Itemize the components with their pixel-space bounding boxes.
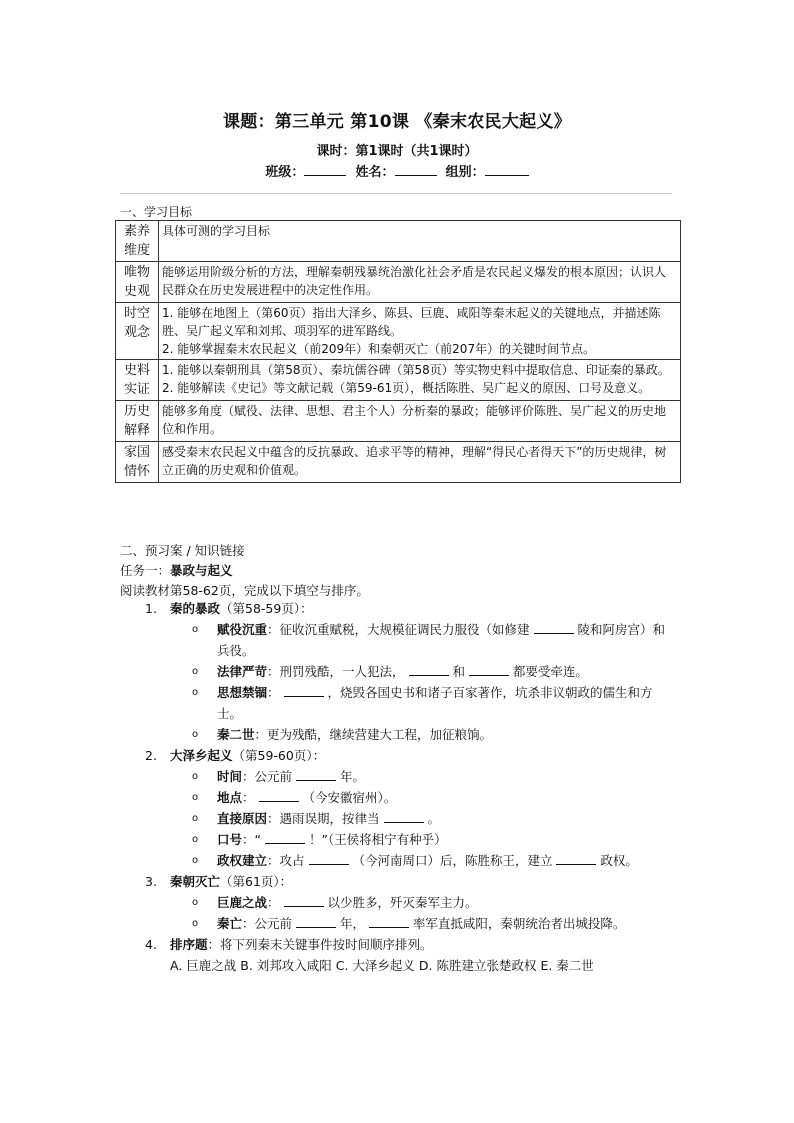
fill-blank[interactable] — [265, 831, 305, 844]
class-label: 班级： — [265, 165, 305, 180]
list-item — [192, 892, 675, 913]
table-row — [116, 262, 681, 303]
sub-list — [170, 766, 675, 871]
item-key: 政权建立 — [217, 853, 268, 868]
table-row — [116, 360, 681, 401]
fill-blank[interactable] — [556, 852, 596, 865]
bullet-icon: o — [192, 897, 199, 908]
item-text: 年。 — [336, 769, 365, 784]
dimension-cell: 历史解释 — [116, 401, 159, 442]
item-text: ： — [267, 895, 284, 910]
fill-blank[interactable] — [369, 915, 409, 928]
bullet-icon: o — [192, 834, 199, 845]
fill-blank[interactable] — [534, 621, 574, 634]
table-row — [116, 442, 681, 483]
table-row — [116, 401, 681, 442]
item-text: 都要受牵连。 — [508, 664, 588, 679]
section-1-heading: 一、学习目标 — [120, 205, 193, 219]
item-text: ：征收沉重赋税，大规模征调民力服役（如修建 — [267, 622, 534, 637]
list-item — [192, 829, 675, 850]
divider — [120, 193, 672, 194]
ordering-options: A. 巨鹿之战 B. 刘邦攻入咸阳 C. 大泽乡起义 D. 陈胜建立张楚政权 E. 秦二世 — [170, 958, 594, 973]
item-text: 以少胜多，歼灭秦军主力。 — [323, 895, 478, 910]
dimension-cell: 史料实证 — [116, 360, 159, 401]
fill-blank[interactable] — [284, 684, 324, 697]
sub-list — [170, 619, 675, 745]
question-pages: （第59-60页）： — [232, 748, 326, 763]
item-key: 直接原因 — [217, 811, 268, 826]
fill-blank[interactable] — [384, 810, 424, 823]
item-text: ：更为残酷，继续营建大工程，加征粮饷。 — [254, 727, 493, 742]
list-item — [192, 619, 675, 661]
question-number: 3. — [145, 874, 157, 889]
question-number: 2. — [145, 748, 157, 763]
student-info-line — [0, 161, 794, 180]
list-item — [192, 850, 675, 871]
goal-text: 1. 能够以秦朝刑具（第58页）、秦坑儒谷碑（第58页）等实物史料中提取信息、印证秦的暴政。 — [162, 363, 670, 377]
item-text: ： — [267, 685, 284, 700]
header-goals: 具体可测的学习目标 — [159, 221, 681, 262]
goal-text: 2. 能够掌握秦末农民起义（前209年）和秦朝灭亡（前207年）的关键时间节点。 — [162, 342, 596, 356]
item-key: 时间 — [217, 769, 243, 784]
goal-cell — [159, 442, 681, 483]
goal-cell — [159, 360, 681, 401]
lesson-subtitle: 课时：第1课时（共1课时） — [316, 144, 478, 159]
item-key: 法律严苛 — [217, 664, 268, 679]
bullet-icon: o — [192, 918, 199, 929]
fill-blank[interactable] — [409, 663, 449, 676]
question-4 — [145, 934, 675, 976]
item-text: 。 — [423, 811, 440, 826]
bullet-icon: o — [192, 729, 199, 740]
item-text: ： — [242, 790, 259, 805]
item-text: ：“ — [242, 832, 265, 847]
question-3 — [145, 871, 675, 934]
bullet-icon: o — [192, 666, 199, 677]
group-label: 组别： — [445, 165, 485, 180]
item-key: 口号 — [217, 832, 243, 847]
reading-instruction: 阅读教材第58-62页，完成以下填空与排序。 — [120, 583, 369, 598]
item-text: ：攻占 — [267, 853, 309, 868]
goal-text: 能够运用阶级分析的方法，理解秦朝残暴统治激化社会矛盾是农民起义爆发的根本原因；认识人民群众在历史发展进程中的决定性作用。 — [162, 265, 667, 297]
name-label: 姓名： — [355, 165, 395, 180]
fill-blank[interactable] — [469, 663, 509, 676]
goal-text: 1. 能够在地图上（第60页）指出大泽乡、陈县、巨鹿、咸阳等秦末起义的关键地点，并描述陈胜、吴广起义军和刘邦、项羽军的进军路线。 — [162, 306, 661, 338]
list-item — [192, 724, 675, 745]
item-text: 陵和阿房宫）和兵役。 — [217, 622, 665, 658]
table-row — [116, 303, 681, 360]
item-text: ，烧毁各国史书和诸子百家著作，坑杀非议朝政的儒生和方士。 — [217, 685, 653, 721]
sub-list — [170, 892, 675, 934]
item-text: 率军直抵咸阳，秦朝统治者出城投降。 — [408, 916, 626, 931]
bullet-icon: o — [192, 813, 199, 824]
item-key: 地点 — [217, 790, 243, 805]
dimension-cell: 时空观念 — [116, 303, 159, 360]
list-item — [192, 808, 675, 829]
item-text: 政权。 — [596, 853, 638, 868]
item-text: 和 — [448, 664, 469, 679]
goal-text: 感受秦末农民起义中蕴含的反抗暴政、追求平等的精神，理解“得民心者得天下”的历史规律，树立正确的历史观和价值观。 — [162, 445, 667, 477]
item-text: 年， — [336, 916, 369, 931]
list-item — [192, 766, 675, 787]
lesson-title: 课题：第三单元 第10课 《秦末农民大起义》 — [222, 112, 572, 132]
question-title: 秦朝灭亡 — [170, 874, 221, 889]
item-text: ！”（王侯将相宁有种乎） — [304, 832, 447, 847]
item-key: 思想禁锢 — [217, 685, 268, 700]
class-blank[interactable] — [304, 163, 346, 176]
list-item — [192, 787, 675, 808]
question-list — [145, 598, 675, 976]
item-text: ：遇雨误期，按律当 — [267, 811, 384, 826]
question-text: ：将下列秦末关键事件按时间顺序排列。 — [207, 937, 433, 952]
fill-blank[interactable] — [296, 915, 336, 928]
fill-blank[interactable] — [259, 789, 299, 802]
task-heading — [120, 561, 233, 579]
question-title: 秦的暴政 — [170, 601, 221, 616]
name-blank[interactable] — [395, 163, 437, 176]
learning-goals-table — [115, 220, 681, 483]
fill-blank[interactable] — [284, 894, 324, 907]
question-pages: （第61页）： — [220, 874, 293, 889]
goal-cell — [159, 401, 681, 442]
question-2 — [145, 745, 675, 871]
bullet-icon: o — [192, 792, 199, 803]
goal-cell — [159, 303, 681, 360]
question-1 — [145, 598, 675, 745]
list-item — [192, 682, 675, 724]
question-title: 排序题 — [170, 937, 208, 952]
question-pages: （第58-59页）： — [220, 601, 313, 616]
bullet-icon: o — [192, 771, 199, 782]
fill-blank[interactable] — [296, 768, 336, 781]
dimension-cell: 家国情怀 — [116, 442, 159, 483]
goal-text: 2. 能够解读《史记》等文献记载（第59-61页），概括陈胜、吴广起义的原因、口号及意义。 — [162, 381, 651, 395]
item-key: 巨鹿之战 — [217, 895, 268, 910]
item-text: （今安徽宿州）。 — [298, 790, 397, 805]
item-key: 秦亡 — [217, 916, 243, 931]
question-number: 4. — [145, 937, 157, 952]
list-item — [192, 913, 675, 934]
goal-text: 能够多角度（赋役、法律、思想、君主个人）分析秦的暴政；能够评价陈胜、吴广起义的历史地位和作用。 — [162, 404, 667, 436]
item-text: ：刑罚残酷，一人犯法， — [267, 664, 409, 679]
item-text: ：公元前 — [242, 769, 296, 784]
bullet-icon: o — [192, 855, 199, 866]
task-title: 暴政与起义 — [170, 563, 233, 578]
fill-blank[interactable] — [309, 852, 349, 865]
bullet-icon: o — [192, 687, 199, 698]
dimension-cell: 唯物史观 — [116, 262, 159, 303]
question-title: 大泽乡起义 — [170, 748, 233, 763]
section-2-heading: 二、预习案 / 知识链接 — [120, 543, 245, 558]
group-blank[interactable] — [485, 163, 529, 176]
item-text: ：公元前 — [242, 916, 296, 931]
list-item — [192, 661, 675, 682]
item-key: 赋役沉重 — [217, 622, 268, 637]
question-number: 1. — [145, 601, 157, 616]
bullet-icon: o — [192, 624, 199, 635]
table-header-row — [116, 221, 681, 262]
goal-cell — [159, 262, 681, 303]
header-dimension: 素养维度 — [116, 221, 159, 262]
item-text: （今河南周口）后，陈胜称王，建立 — [348, 853, 557, 868]
task-prefix: 任务一： — [120, 563, 171, 578]
item-key: 秦二世 — [217, 727, 255, 742]
